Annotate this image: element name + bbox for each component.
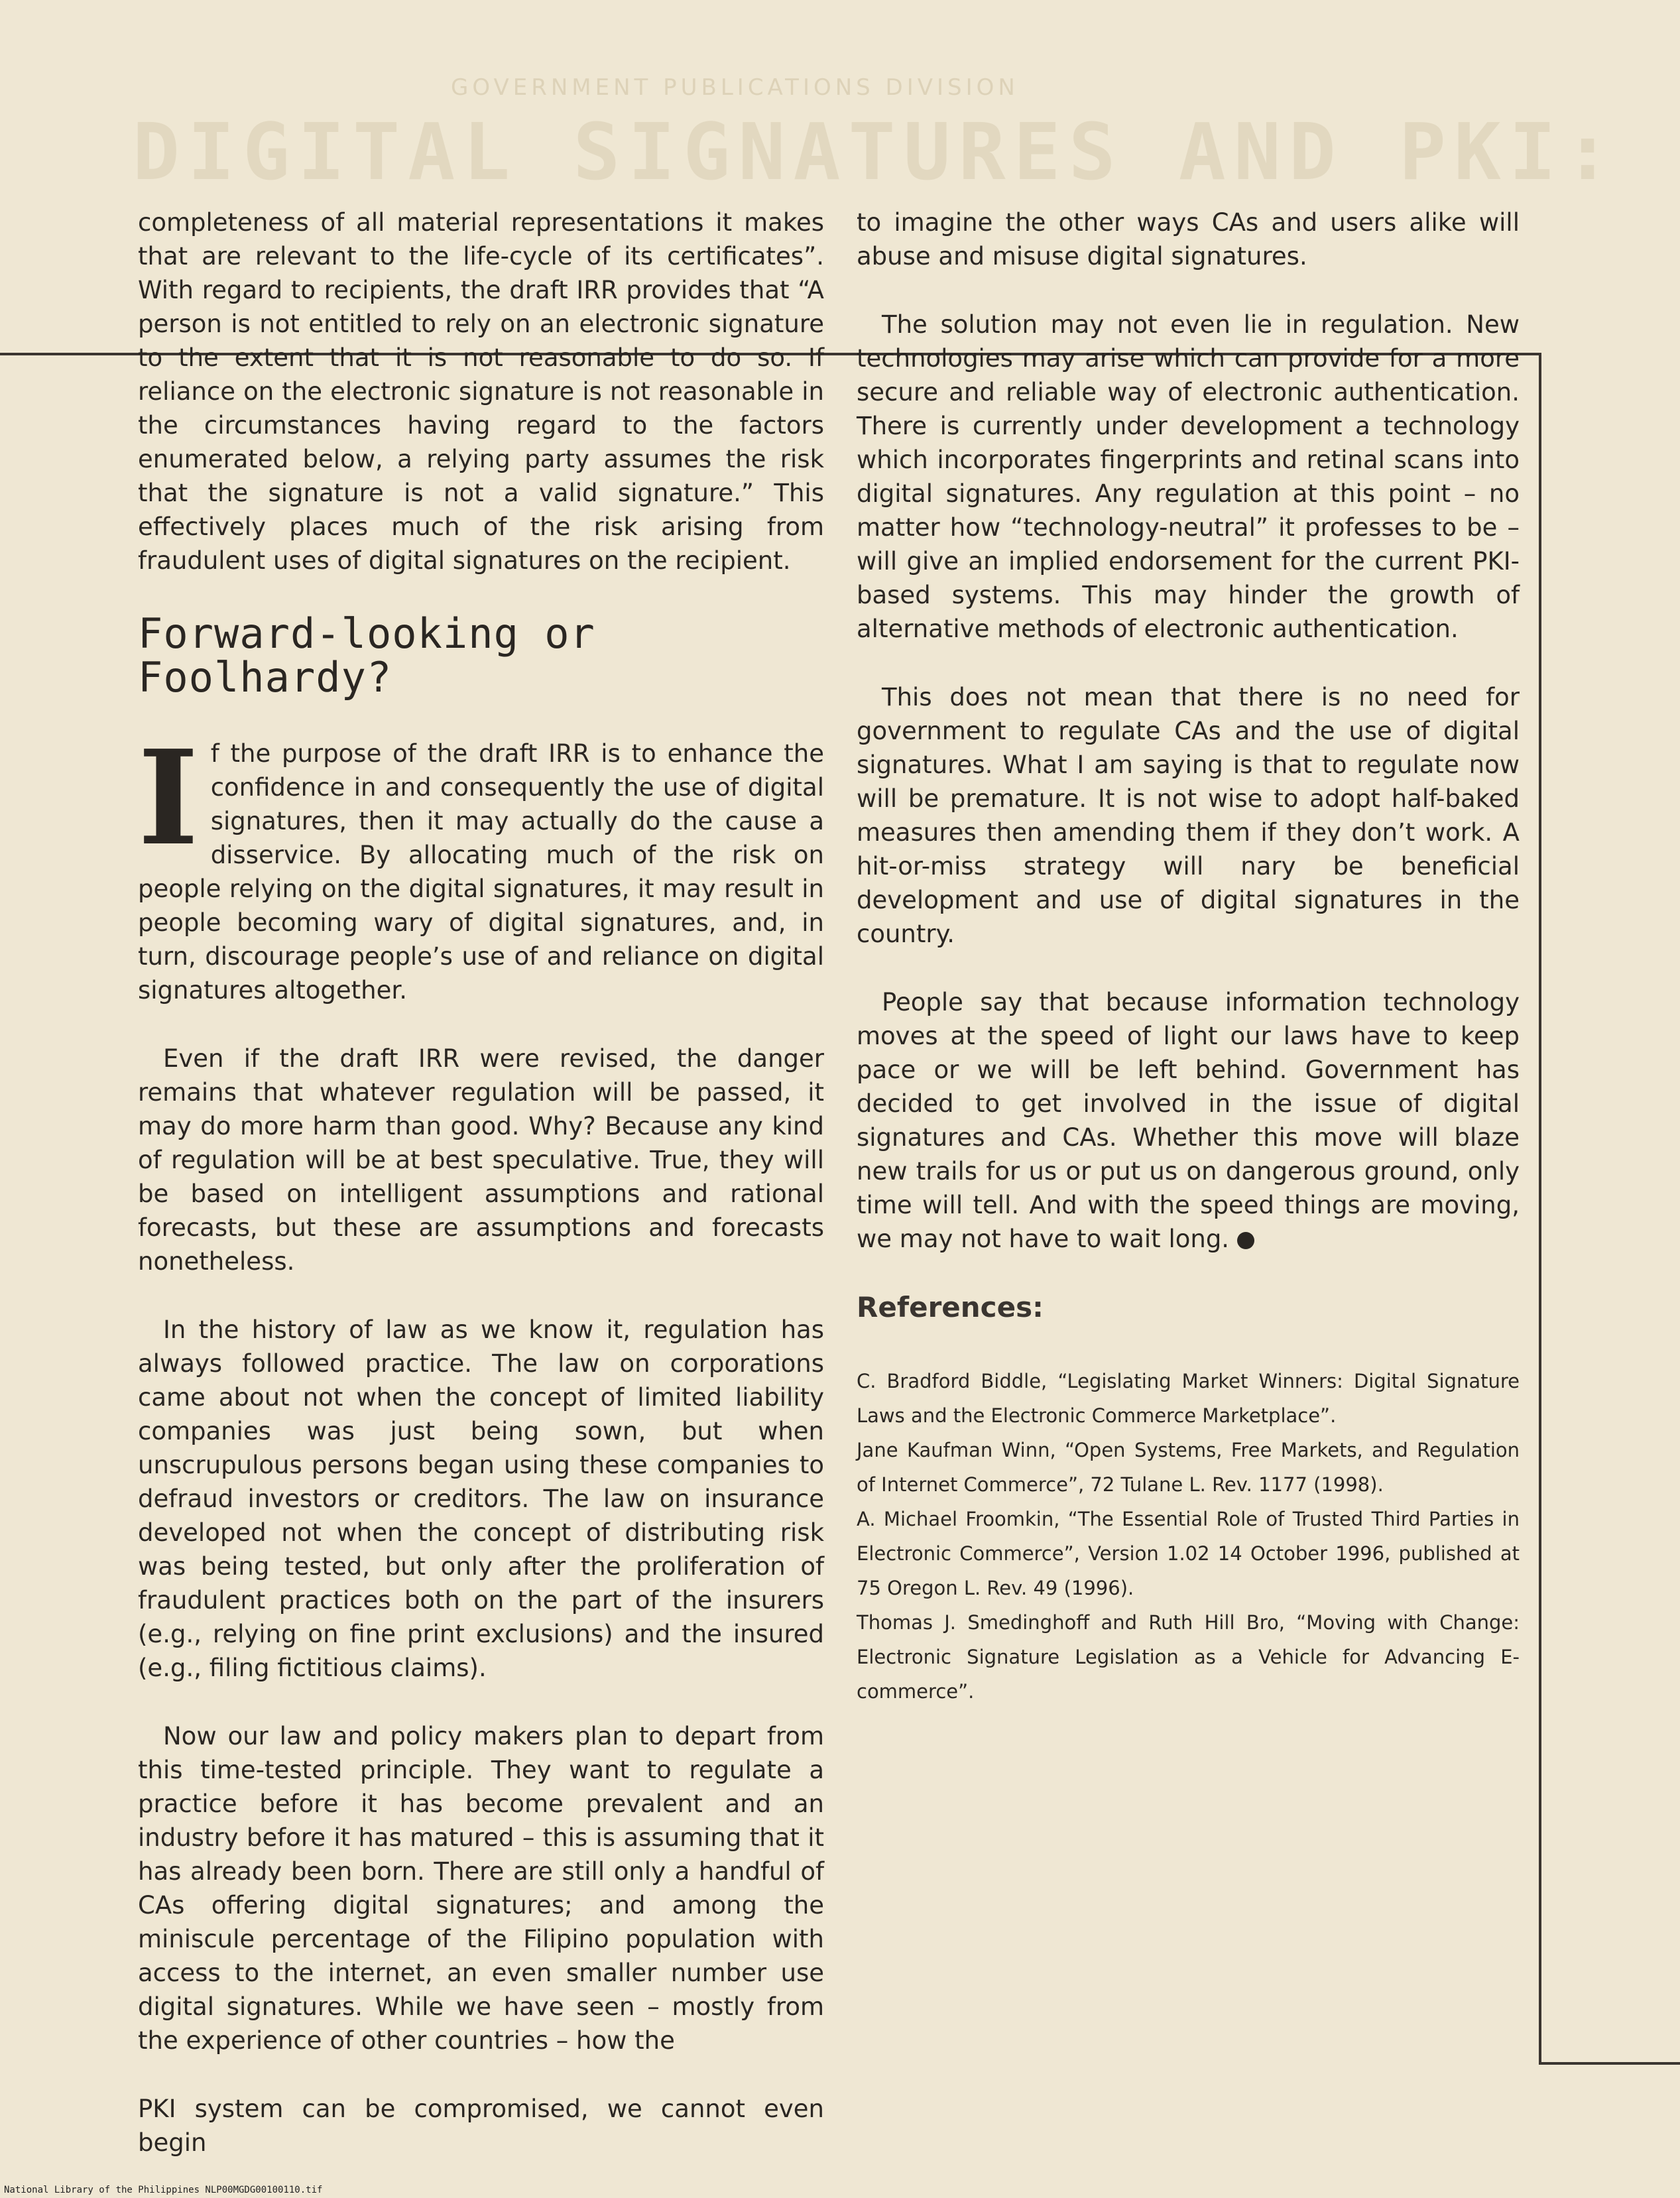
section-heading bbox=[138, 609, 824, 702]
frame-right-rule bbox=[1539, 353, 1541, 2065]
drop-cap: I bbox=[138, 722, 199, 875]
right-paragraph-2: The solution may not even lie in regulation. New technologies may arise which can provide for a more secure and reliable way of electronic authentication. There is currently under development a technology which incorporates fingerprints and retinal scans into digital signatures. Any regulation at this point – no matter how “technology-neutral” it professes to be – will give an implied endorsement for the current PKI-based systems. This may hinder the growth of alternative methods of electronic authentication. bbox=[857, 310, 1520, 643]
reference-item: Jane Kaufman Winn, “Open Systems, Free Markets, and Regulation of Internet Commerce”, 72 Tulane L. Rev. 1177 (1998). bbox=[857, 1439, 1520, 1496]
scan-footer: National Library of the Philippines NLP00MGDG00100110.tif bbox=[4, 2185, 323, 2195]
right-paragraph-3: This does not mean that there is no need for government to regulate CAs and the use of digital signatures. What I am saying is that to regulate now will be premature. It is not wise to adopt half-baked measures then amending them if they don’t work. A hit-or-miss strategy will nary be beneficial development and use of digital signatures in the country. bbox=[857, 683, 1520, 948]
left-column bbox=[138, 206, 824, 2194]
right-paragraph-1: to imagine the other ways CAs and users alike will abuse and misuse digital signatures. bbox=[857, 208, 1520, 271]
left-paragraph-4: In the history of law as we know it, regulation has always followed practice. The law on corporations came about not when the concept of limited liability companies was just being sown, but when unscrupulous persons began using these companies to defraud investors or creditors. The law on insurance developed not when the concept of distributing risk was being tested, but only after the proliferation of fraudulent practices both on the part of the insurers (e.g., relying on fine print exclusions) and the insured (e.g., filing fictitious claims). bbox=[138, 1315, 824, 1682]
left-paragraph-2-text: f the purpose of the draft IRR is to enhance the confidence in and consequently the use of digital signatures, then it may actually do the cause a disservice. By allocating much of the risk on people relying on the digital signatures, it may result in people becoming wary of digital signatures, and, in turn, discourage people’s use of and reliance on digital signatures altogether. bbox=[138, 739, 824, 1005]
right-column bbox=[857, 206, 1520, 1709]
right-paragraph-4-text: People say that because information technology moves at the speed of light our laws have to keep pace or we will be left behind. Government has decided to get involved in the issue of digital signatures and CAs. Whether this move will blaze new trails for us or put us on dangerous ground, only time will tell. And with the speed things are moving, we may not have to wait long. bbox=[857, 988, 1520, 1253]
left-paragraph-2 bbox=[138, 722, 824, 1007]
left-paragraph-5: Now our law and policy makers plan to depart from this time-tested principle. They want to regulate a practice before it has become prevalent and an industry before it has matured – this is assuming that it has already been born. There are still only a handful of CAs offering digital signatures; and among the miniscule percentage of the Filipino population with access to the internet, an even smaller number use digital signatures. While we have seen – mostly from the experience of other countries – how the bbox=[138, 1722, 824, 2055]
bleed-through-title: DIGITAL SIGNATURES AND PKI: bbox=[133, 106, 1620, 198]
reference-item: A. Michael Froomkin, “The Essential Role of Trusted Third Parties in Electronic Commerce”, Version 1.02 14 October 1996, published at 75 Oregon L. Rev. 49 (1996). bbox=[857, 1508, 1520, 1599]
left-paragraph-6: PKI system can be compromised, we cannot even begin bbox=[138, 2095, 824, 2157]
left-paragraph-1: completeness of all material representations it makes that are relevant to the life-cycle of its certificates”. With regard to recipients, the draft IRR provides that “A person is not entitled to rely on an electronic signature to the extent that it is not reasonable to do so. If reliance on the electronic signature is not reasonable in the circumstances having regard to the factors enumerated below, a relying party assumes the risk that the signature is not a valid signature.” This effectively places much of the risk arising from fraudulent uses of digital signatures on the recipient. bbox=[138, 208, 824, 575]
section-heading-line-2: Foolhardy? bbox=[138, 653, 392, 702]
section-heading-line-1: Forward-looking or bbox=[138, 609, 595, 658]
frame-bottom-rule bbox=[1541, 2062, 1680, 2065]
references-list bbox=[857, 1364, 1520, 1709]
references-heading: References: bbox=[857, 1291, 1044, 1323]
reference-item: C. Bradford Biddle, “Legislating Market Winners: Digital Signature Laws and the Electronic Commerce Marketplace”. bbox=[857, 1370, 1520, 1427]
bleed-through-stamp: GOVERNMENT PUBLICATIONS DIVISION bbox=[451, 74, 1019, 101]
reference-item: Thomas J. Smedinghoff and Ruth Hill Bro, “Moving with Change: Electronic Signature Legislation as a Vehicle for Advancing E-commerce”. bbox=[857, 1611, 1520, 1703]
left-paragraph-3: Even if the draft IRR were revised, the danger remains that whatever regulation will be passed, it may do more harm than good. Why? Because any kind of regulation will be at best speculative. True, they will be based on intelligent assumptions and rational forecasts, but these are assumptions and forecasts nonetheless. bbox=[138, 1044, 824, 1276]
end-mark-icon: a bbox=[1237, 1232, 1254, 1249]
right-paragraph-4 bbox=[857, 985, 1520, 1256]
